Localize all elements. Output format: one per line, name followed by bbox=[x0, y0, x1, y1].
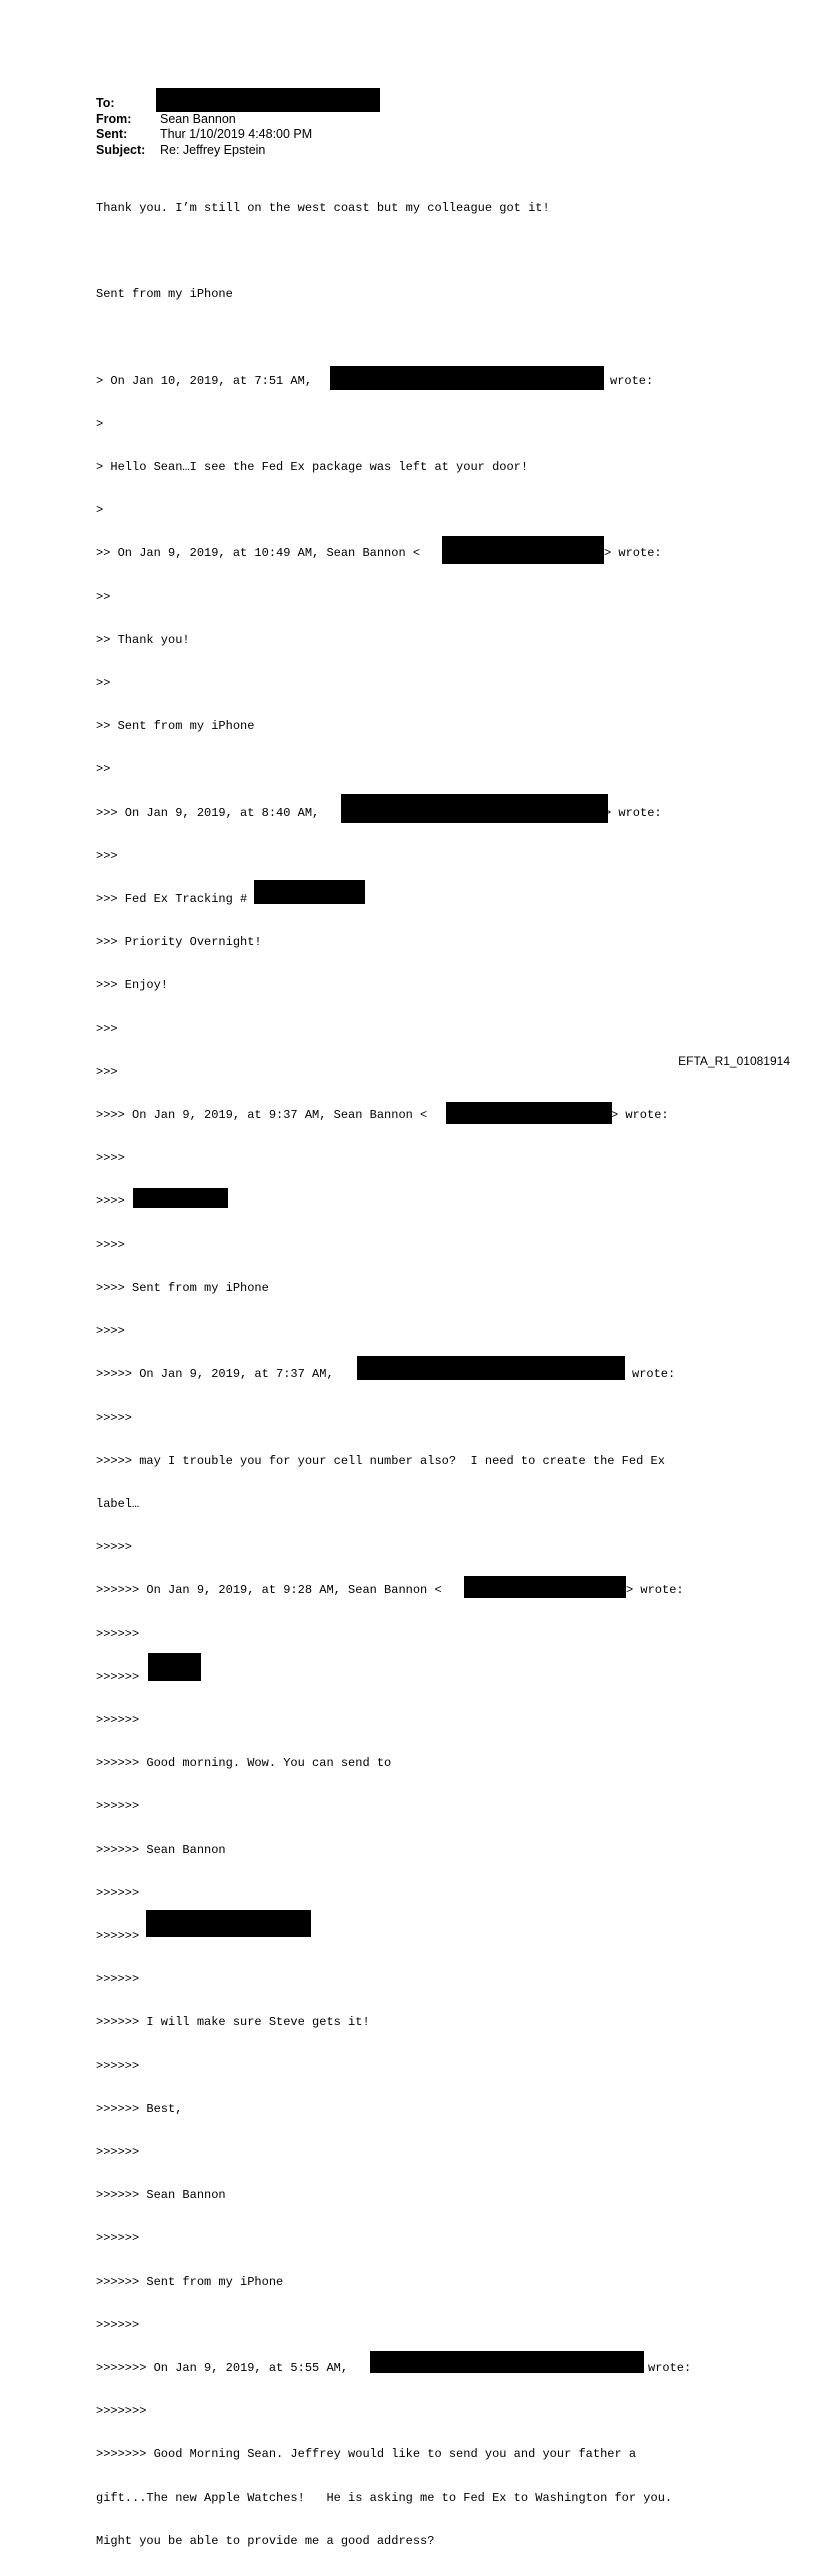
body-line: >>>>>> bbox=[96, 2231, 140, 2246]
redaction-bar bbox=[330, 366, 604, 390]
body-line: >>>> bbox=[96, 1237, 125, 1252]
body-line bbox=[96, 374, 736, 388]
line-text: >>>>>> bbox=[96, 1928, 140, 1943]
body-line bbox=[96, 806, 736, 820]
redaction-bar bbox=[341, 794, 608, 823]
body-line: > bbox=[96, 503, 104, 518]
body-line bbox=[96, 546, 736, 560]
body-line: >>>>>> Good morning. Wow. You can send to bbox=[96, 1756, 392, 1771]
sent-label: Sent: bbox=[96, 127, 128, 141]
body-line: >>> bbox=[96, 1021, 118, 1036]
body-line: >>>>>> bbox=[96, 2058, 140, 2073]
body-line: >>>>>> Sent from my iPhone bbox=[96, 2274, 284, 2289]
body-line: >>>>>> bbox=[96, 1626, 140, 1641]
line-text: >>>>>> bbox=[96, 1669, 140, 1684]
line-text: >>>>>>> On Jan 9, 2019, at 5:55 AM, bbox=[96, 2360, 349, 2375]
redaction-bar bbox=[357, 1356, 625, 1380]
body-line: >>>>>> Sean Bannon bbox=[96, 1842, 226, 1857]
body-line: >>> bbox=[96, 1064, 118, 1079]
body-line: >>>>> bbox=[96, 1540, 133, 1555]
line-tail: wrote: bbox=[648, 2360, 692, 2375]
body-line: >> bbox=[96, 589, 111, 604]
body-line: >>> Priority Overnight! bbox=[96, 935, 262, 950]
body-line: >>>>>> bbox=[96, 1972, 140, 1987]
body-line bbox=[96, 892, 736, 906]
body-line bbox=[96, 1670, 736, 1684]
redaction-bar bbox=[254, 880, 365, 904]
body-line: Sent from my iPhone bbox=[96, 287, 233, 302]
line-text: >>>> On Jan 9, 2019, at 9:37 AM, Sean Bannon < bbox=[96, 1108, 428, 1123]
body-line bbox=[96, 1929, 736, 1943]
body-line: >>>> bbox=[96, 1151, 125, 1166]
line-text: >>>>> On Jan 9, 2019, at 7:37 AM, bbox=[96, 1367, 334, 1382]
body-line: >>> bbox=[96, 848, 118, 863]
body-line: >>>>> bbox=[96, 1410, 133, 1425]
body-line: >>>>>> Sean Bannon bbox=[96, 2188, 226, 2203]
redaction-bar bbox=[156, 88, 380, 112]
body-line: >>>>>> Best, bbox=[96, 2101, 183, 2116]
body-line: > Hello Sean…I see the Fed Ex package was left at your door! bbox=[96, 460, 529, 475]
line-tail: wrote: bbox=[610, 373, 654, 388]
from-label: From: bbox=[96, 111, 132, 126]
line-tail: > wrote: bbox=[611, 1108, 669, 1123]
line-tail: > wrote: bbox=[604, 546, 662, 561]
body-line bbox=[96, 1583, 736, 1597]
redaction-bar bbox=[370, 2351, 644, 2373]
body-line: >>> Enjoy! bbox=[96, 978, 169, 993]
body-line: >> bbox=[96, 762, 111, 777]
line-text: >>>> bbox=[96, 1194, 125, 1209]
body-line bbox=[96, 2361, 736, 2375]
body-line: label… bbox=[96, 1496, 140, 1511]
redaction-bar bbox=[464, 1576, 626, 1598]
redaction-bar bbox=[146, 1910, 311, 1937]
body-line bbox=[96, 1108, 736, 1122]
body-line: >> Sent from my iPhone bbox=[96, 719, 255, 734]
body-line: Might you be able to provide me a good address? bbox=[96, 2533, 435, 2548]
body-line: >>>>>> bbox=[96, 2144, 140, 2159]
body-line: >>>>>>> bbox=[96, 2404, 147, 2419]
body-line: > bbox=[96, 416, 104, 431]
body-line: >>>> Sent from my iPhone bbox=[96, 1280, 269, 1295]
line-text: >>> Fed Ex Tracking # bbox=[96, 892, 248, 907]
subject-label: Subject: bbox=[96, 142, 146, 157]
line-tail: > wrote: bbox=[626, 1583, 684, 1598]
body-line: Thank you. I’m still on the west coast but my colleague got it! bbox=[96, 200, 550, 215]
line-text: > On Jan 10, 2019, at 7:51 AM, bbox=[96, 373, 313, 388]
line-text: >>>>>> On Jan 9, 2019, at 9:28 AM, Sean Bannon < bbox=[96, 1583, 442, 1598]
email-body bbox=[96, 172, 736, 2563]
body-line: >>>>>> bbox=[96, 1799, 140, 1814]
body-line: >>>> bbox=[96, 1324, 125, 1339]
body-line: >> bbox=[96, 676, 111, 691]
line-tail: > wrote: bbox=[604, 805, 662, 820]
sent-value: Thur 1/10/2019 4:48:00 PM bbox=[160, 127, 313, 141]
from-value: Sean Bannon bbox=[160, 111, 236, 126]
redaction-bar bbox=[133, 1188, 228, 1208]
body-line: >>>>>>> Good Morning Sean. Jeffrey would like to send you and your father a bbox=[96, 2447, 637, 2462]
body-line bbox=[96, 1194, 736, 1208]
body-line: >> Thank you! bbox=[96, 632, 190, 647]
body-line bbox=[96, 1367, 736, 1381]
redaction-bar bbox=[148, 1653, 201, 1681]
document-id: EFTA_R1_01081914 bbox=[678, 1054, 790, 1068]
line-text: >> On Jan 9, 2019, at 10:49 AM, Sean Bannon < bbox=[96, 546, 421, 561]
body-line: >>>>>> bbox=[96, 1712, 140, 1727]
body-line: >>>>>> I will make sure Steve gets it! bbox=[96, 2015, 370, 2030]
line-tail: wrote: bbox=[632, 1367, 676, 1382]
body-line: gift...The new Apple Watches! He is asking me to Fed Ex to Washington for you. bbox=[96, 2490, 673, 2505]
body-line: >>>>>> bbox=[96, 1885, 140, 1900]
body-line: >>>>> may I trouble you for your cell number also? I need to create the Fed Ex bbox=[96, 1453, 665, 1468]
redaction-bar bbox=[446, 1102, 612, 1124]
line-text: >>> On Jan 9, 2019, at 8:40 AM, bbox=[96, 805, 320, 820]
redaction-bar bbox=[442, 536, 604, 564]
to-label: To: bbox=[96, 96, 115, 110]
body-line: >>>>>> bbox=[96, 2317, 140, 2332]
subject-value: Re: Jeffrey Epstein bbox=[160, 142, 266, 157]
